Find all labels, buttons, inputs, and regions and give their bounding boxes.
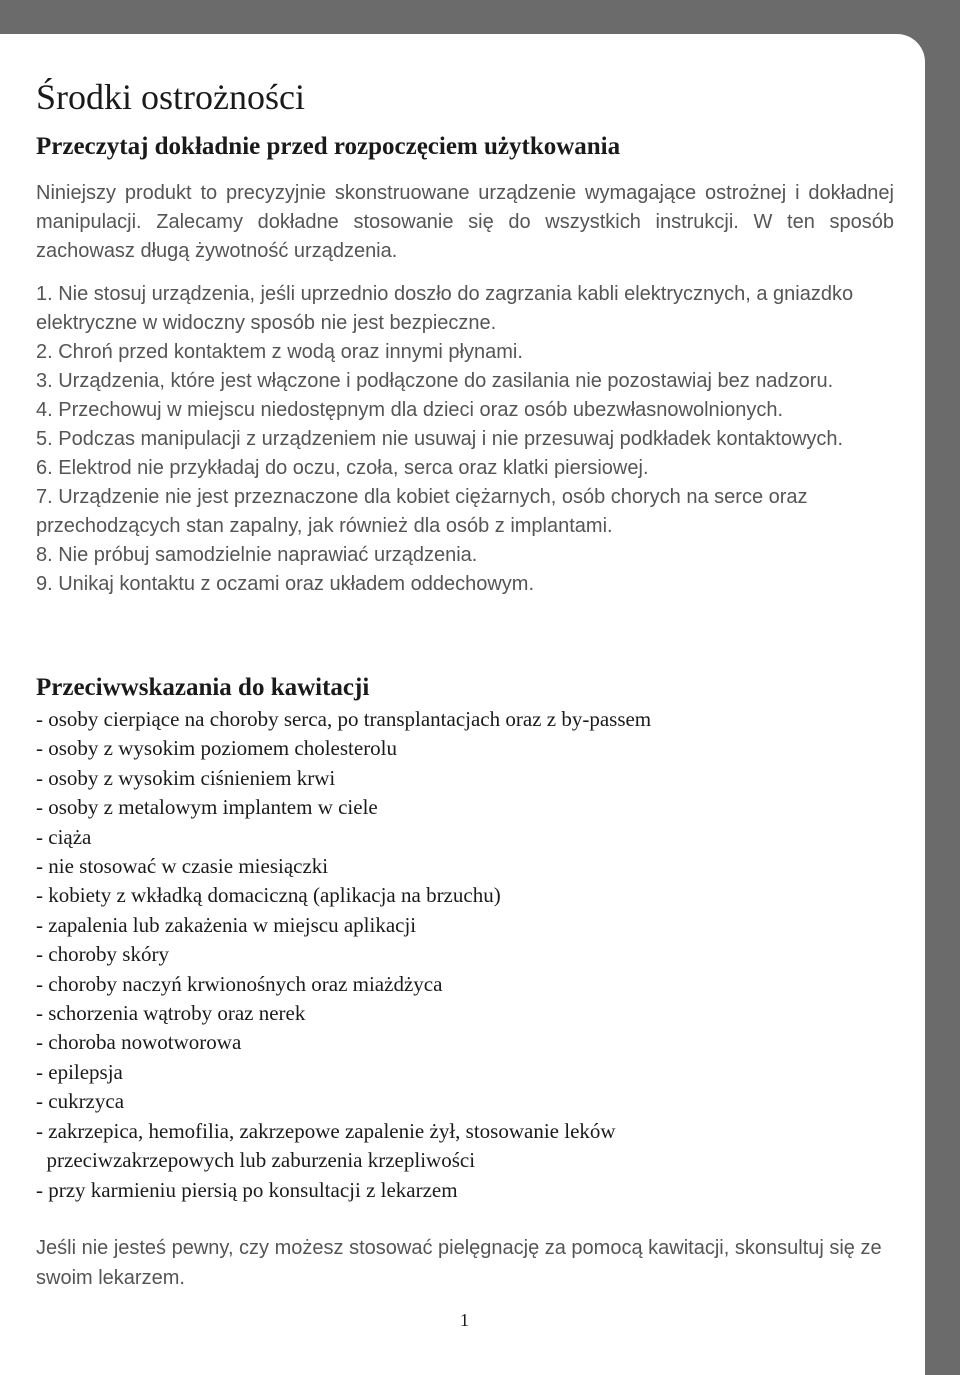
document-page: [0, 34, 925, 1375]
consult-doctor-note: Jeśli nie jesteś pewny, czy możesz stosować pielęgnację za pomocą kawitacji, skonsultuj się ze swoim lekarzem.: [36, 1237, 882, 1289]
safety-rule: 1. Nie stosuj urządzenia, jeśli uprzednio doszło do zagrzania kabli elektrycznych, a gniazdko elektryczne w widoczny sposób nie jest bezpieczne.: [36, 283, 854, 334]
page-number: 1: [460, 1310, 469, 1330]
contraindication-item: - cukrzyca: [36, 1089, 125, 1114]
safety-rule: 7. Urządzenie nie jest przeznaczone dla kobiet ciężarnych, osób chorych na serce oraz przechodzących stan zapalny, jak również dla osób z implantami.: [36, 486, 808, 537]
contraindication-item: - osoby z metalowym implantem w ciele: [36, 795, 378, 820]
contraindication-item: - kobiety z wkładką domaciczną (aplikacja na brzuchu): [36, 883, 501, 908]
safety-rule: 5. Podczas manipulacji z urządzeniem nie usuwaj i nie przesuwaj podkładek kontaktowych.: [36, 428, 844, 450]
safety-rule: 6. Elektrod nie przykładaj do oczu, czoła, serca oraz klatki piersiowej.: [36, 457, 649, 479]
contraindication-item: - choroba nowotworowa: [36, 1030, 242, 1055]
contraindication-item: - przy karmieniu piersią po konsultacji z lekarzem: [36, 1177, 458, 1202]
contraindication-item: - osoby z wysokim poziomem cholesterolu: [36, 736, 398, 761]
contraindications-heading: Przeciwwskazania do kawitacji: [36, 674, 370, 701]
contraindication-item: - osoby cierpiące na choroby serca, po transplantacjach oraz z by-passem: [36, 707, 652, 731]
safety-rule: 3. Urządzenia, które jest włączone i podłączone do zasilania nie pozostawiaj bez nadzoru.: [36, 370, 834, 392]
contraindication-item: - choroby naczyń krwionośnych oraz miażdżyca: [36, 971, 443, 996]
contraindication-item: - schorzenia wątroby oraz nerek: [36, 1001, 306, 1026]
contraindication-item: - zapalenia lub zakażenia w miejscu aplikacji: [36, 912, 417, 937]
page-subtitle: Przeczytaj dokładnie przed rozpoczęciem użytkowania: [36, 133, 621, 160]
contraindication-item: - osoby z wysokim ciśnieniem krwi: [36, 765, 336, 790]
contraindications-list: [36, 705, 898, 1205]
safety-rule: 4. Przechowuj w miejscu niedostępnym dla dzieci oraz osób ubezwłasnowolnionych.: [36, 399, 784, 421]
safety-rule: 9. Unikaj kontaktu z oczami oraz układem oddechowym.: [36, 573, 535, 595]
safety-rule: 2. Chroń przed kontaktem z wodą oraz innymi płynami.: [36, 341, 523, 363]
safety-rule: 8. Nie próbuj samodzielnie naprawiać urządzenia.: [36, 544, 478, 566]
contraindication-item: - ciąża: [36, 824, 92, 849]
contraindication-item: - epilepsja: [36, 1059, 123, 1084]
contraindication-item: - choroby skóry: [36, 942, 169, 967]
contraindication-item: - zakrzepica, hemofilia, zakrzepowe zapalenie żył, stosowanie leków: [36, 1118, 616, 1143]
contraindication-item: przeciwzakrzepowych lub zaburzenia krzepliwości: [36, 1148, 476, 1173]
contraindication-item: - nie stosować w czasie miesiączki: [36, 854, 329, 879]
intro-paragraph: Niniejszy produkt to precyzyjnie skonstruowane urządzenie wymagające ostrożnej i dokładnej manipulacji. Zalecamy dokładne stosowanie się do wszystkich instrukcji. W ten sposób zachowasz długą żywotność urządzenia.: [36, 182, 894, 262]
safety-rules-list: [36, 280, 898, 599]
page-title: Środki ostrożności: [36, 77, 305, 117]
